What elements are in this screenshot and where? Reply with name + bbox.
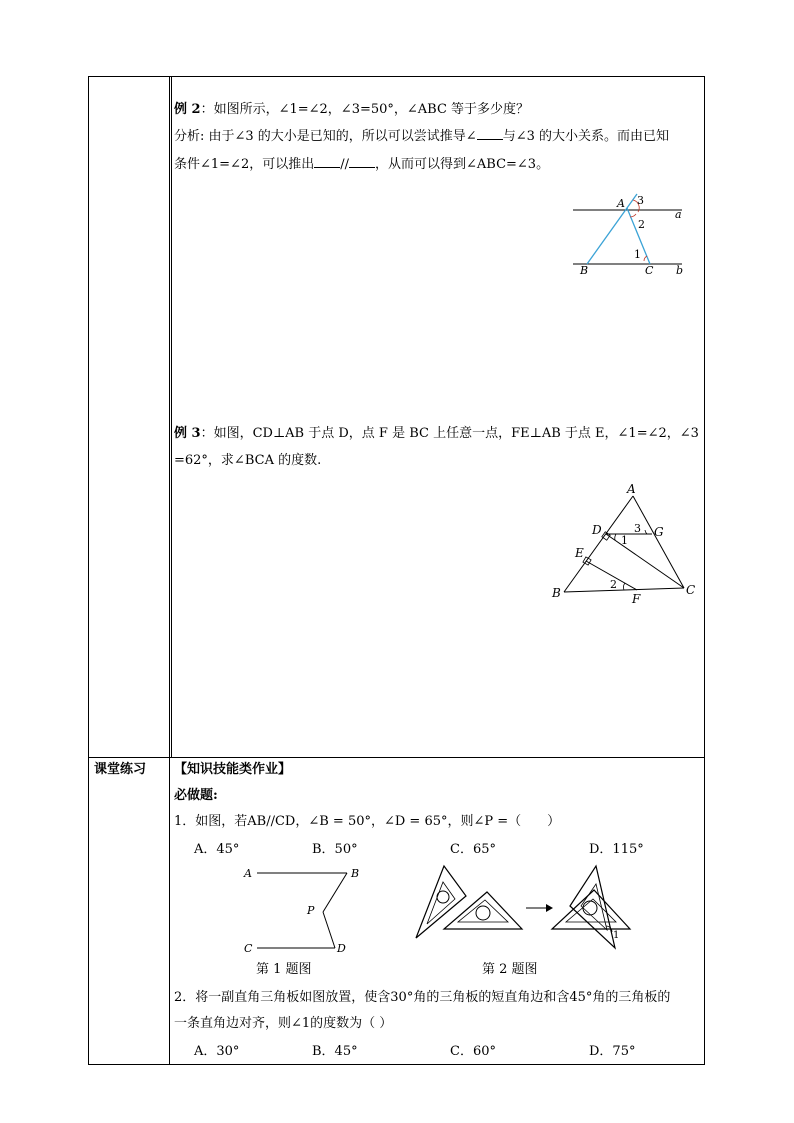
triangle-45-left-hole: [476, 906, 490, 920]
figure-2-caption: 第 2 题图: [482, 962, 538, 977]
transversal-ab: [587, 194, 637, 264]
example-3-problem-line1: [174, 424, 699, 444]
triangle-45-right: [552, 890, 630, 929]
triangle-30-right: [570, 866, 615, 948]
segment-PD: [323, 912, 335, 948]
column-divider: [169, 77, 170, 1064]
segment-DC: [606, 534, 684, 588]
label-A: A: [244, 867, 252, 880]
label-C: C: [244, 942, 253, 955]
question-1: 1．如图，若AB//CD，∠B = 50°，∠D = 65°，则∠P =（ ）: [174, 814, 561, 829]
label-2: 2: [638, 218, 645, 231]
analysis-text-a: 分析: 由于∠3 的大小是已知的，所以可以尝试推导∠: [174, 129, 477, 144]
label-P: P: [307, 904, 315, 917]
triangle-30-right-inner: [581, 884, 607, 930]
triangle-45-left: [444, 892, 522, 929]
side-AC: [633, 496, 684, 588]
label-D: D: [592, 523, 602, 537]
figure-1-caption: 第 1 题图: [256, 962, 312, 977]
label-1: 1: [613, 930, 620, 941]
label-3: 3: [637, 194, 644, 207]
triangle-30-left-hole: [437, 891, 449, 903]
required-heading: 必做题:: [174, 788, 218, 803]
label-E: E: [575, 546, 584, 560]
q1-option-d[interactable]: D．115°: [589, 842, 644, 857]
angle-3-arc: [645, 530, 647, 534]
label-2: 2: [610, 578, 617, 591]
example-2-figure: [560, 190, 700, 282]
label-3: 3: [634, 522, 641, 535]
label-a: a: [675, 208, 682, 221]
angle-2-arc: [623, 583, 625, 590]
analysis-text-d: ，从而可以得到∠ABC=∠3。: [375, 157, 550, 172]
q2-option-b[interactable]: B．45°: [312, 1044, 358, 1059]
example-2-analysis-line2: [174, 155, 549, 175]
label-B: B: [552, 586, 561, 600]
question-2-line2: 一条直角边对齐，则∠1的度数为（ ）: [174, 1016, 393, 1031]
analysis-text-b: 与∠3 的大小关系。而由已知: [502, 129, 669, 144]
angle-2-arc: [630, 214, 636, 217]
segment-BP: [323, 873, 347, 912]
q1-option-c[interactable]: C．65°: [450, 842, 496, 857]
arrow-icon: [546, 904, 553, 912]
triangle-30-left: [416, 866, 466, 938]
label-C: C: [686, 583, 696, 597]
analysis-text-c: 条件∠1=∠2，可以推出: [174, 157, 315, 172]
label-G: G: [654, 525, 664, 539]
q2-option-c[interactable]: C．60°: [450, 1044, 496, 1059]
example-3-problem-line2: [174, 451, 321, 471]
analysis-blank-2[interactable]: [314, 155, 340, 168]
label-C: C: [645, 264, 654, 277]
example-3-text-1: ：如图，CD⊥AB 于点 D，点 F 是 BC 上任意一点，FE⊥AB 于点 E，∠1=∠2，∠3: [200, 426, 699, 441]
homework-title: 【知识技能类作业】: [174, 762, 292, 777]
label-B: B: [351, 867, 360, 880]
label-1: 1: [621, 534, 628, 547]
example-2-label: 例 2: [174, 102, 201, 117]
angle-1-arc: [615, 534, 616, 540]
question-1-figure: [235, 862, 365, 957]
label-A: A: [617, 197, 625, 210]
label-1: 1: [634, 248, 641, 261]
angle-1-arc: [644, 256, 647, 261]
label-D: D: [337, 942, 346, 955]
example-3-label: 例 3: [174, 426, 201, 441]
label-A: A: [627, 482, 636, 496]
triangle-45-right-hole: [583, 901, 597, 915]
question-2-figure: [410, 862, 635, 957]
analysis-blank-3[interactable]: [349, 155, 375, 168]
label-b: b: [676, 264, 684, 277]
q2-option-d[interactable]: D．75°: [589, 1044, 636, 1059]
label-F: F: [632, 592, 641, 606]
example-2-text: ：如图所示，∠1=∠2，∠3=50°，∠ABC 等于多少度？: [200, 102, 530, 117]
example-2-problem: [174, 100, 529, 120]
q1-option-b[interactable]: B．50°: [312, 842, 358, 857]
parallel-sign: //: [340, 157, 349, 172]
question-2-line1: 2．将一副直角三角板如图放置，使含30°角的三角板的短直角边和含45°角的三角板的: [174, 990, 671, 1005]
example-2-analysis-line1: [174, 127, 669, 147]
label-B: B: [580, 264, 589, 277]
row-divider: [89, 757, 704, 758]
section-label: 课堂练习: [94, 762, 147, 777]
example-3-text-2: =62°，求∠BCA 的度数.: [174, 453, 322, 468]
analysis-blank-1[interactable]: [477, 127, 503, 140]
column-divider-inner: [171, 77, 172, 757]
q2-option-a[interactable]: A．30°: [194, 1044, 240, 1059]
q1-option-a[interactable]: A．45°: [194, 842, 240, 857]
example-3-figure: [548, 478, 700, 608]
